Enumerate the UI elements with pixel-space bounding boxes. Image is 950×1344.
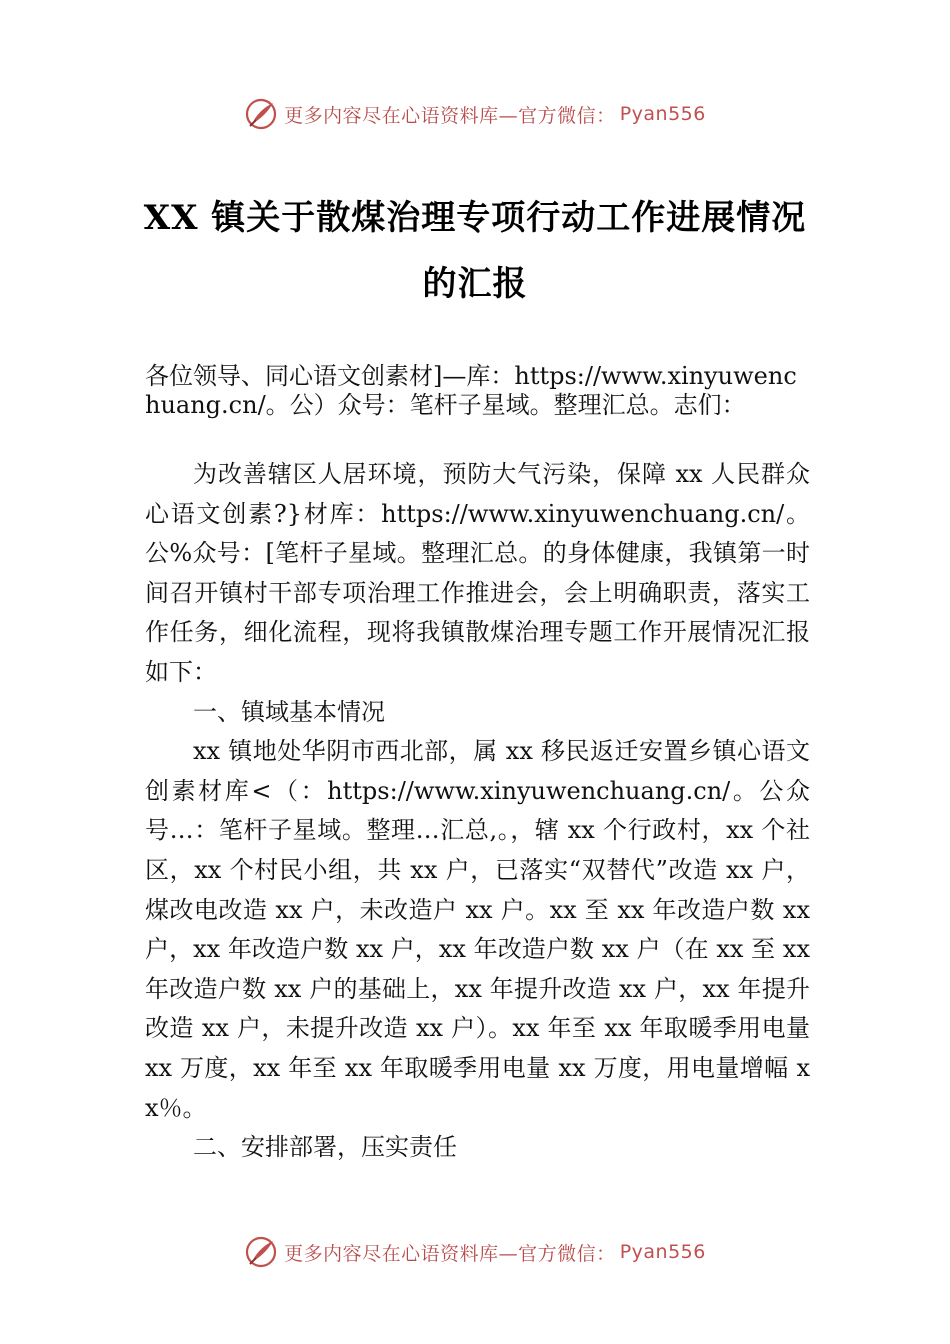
section-paragraph-1: xx 镇地处华阴市西北部，属 xx 移民返迁安置乡镇心语文创素材库<（：https://www.xinyuwenchuang.cn/。公众号…：笔杆子星域。整理…汇总,。，辖 xx 个行政村，xx 个社区，xx 个村民小组，共 xx 户，已落实“双替代”改造 xx 户，煤改电改造 xx 户，未改造户 xx 户。xx 至 xx 年改造户数 xx 户，xx 年改造户数 xx 户，xx 年改造户数 xx 户（在 xx 至 xx 年改造户数 xx 户的基础上，xx 年提升改造 xx 户，xx 年提升改造 xx 户，未提升改造 xx 户）。xx 年至 xx 年取暖季用电量 xx 万度，xx 年至 xx 年取暖季用电量 xx 万度，用电量增幅 xx％。	[145, 737, 810, 1122]
banner-text: 更多内容尽在心语资料库	[284, 104, 499, 127]
banner-text: 更多内容尽在心语资料库	[284, 1242, 499, 1265]
quill-pen-logo-icon	[244, 1235, 278, 1269]
banner-handle: Pyan556	[619, 103, 706, 125]
salutation: 各位领导、同心语文创素材]—库：https://www.xinyuwenchuang.cn/。公）众号：笔杆子星域。整理汇总。志们：	[145, 362, 797, 419]
intro-paragraph: 为改善辖区人居环境，预防大气污染，保障 xx 人民群众心语文创素?}材库：https://www.xinyuwenchuang.cn/。公%众号：[笔杆子星域。整理汇总。的身体健康，我镇第一时间召开镇村干部专项治理工作推进会，会上明确职责，落实工作任务，细化流程，现将我镇散煤治理专题工作开展情况汇报如下：	[145, 460, 810, 686]
banner-separator: —官方微信：	[498, 1242, 616, 1265]
document-title-line-1: XX 镇关于散煤治理专项行动工作进展情况	[143, 198, 807, 238]
document-body	[145, 455, 810, 1168]
header-watermark-banner	[0, 96, 950, 132]
quill-pen-logo-icon	[244, 97, 278, 131]
banner-handle: Pyan556	[619, 1241, 706, 1263]
banner-separator: —官方微信：	[498, 104, 616, 127]
document-title-line-2: 的汇报	[422, 264, 528, 304]
section-heading-2: 二、安排部署，压实责任	[193, 1133, 457, 1162]
section-heading-1: 一、镇域基本情况	[193, 697, 385, 726]
footer-watermark-banner	[0, 1234, 950, 1270]
